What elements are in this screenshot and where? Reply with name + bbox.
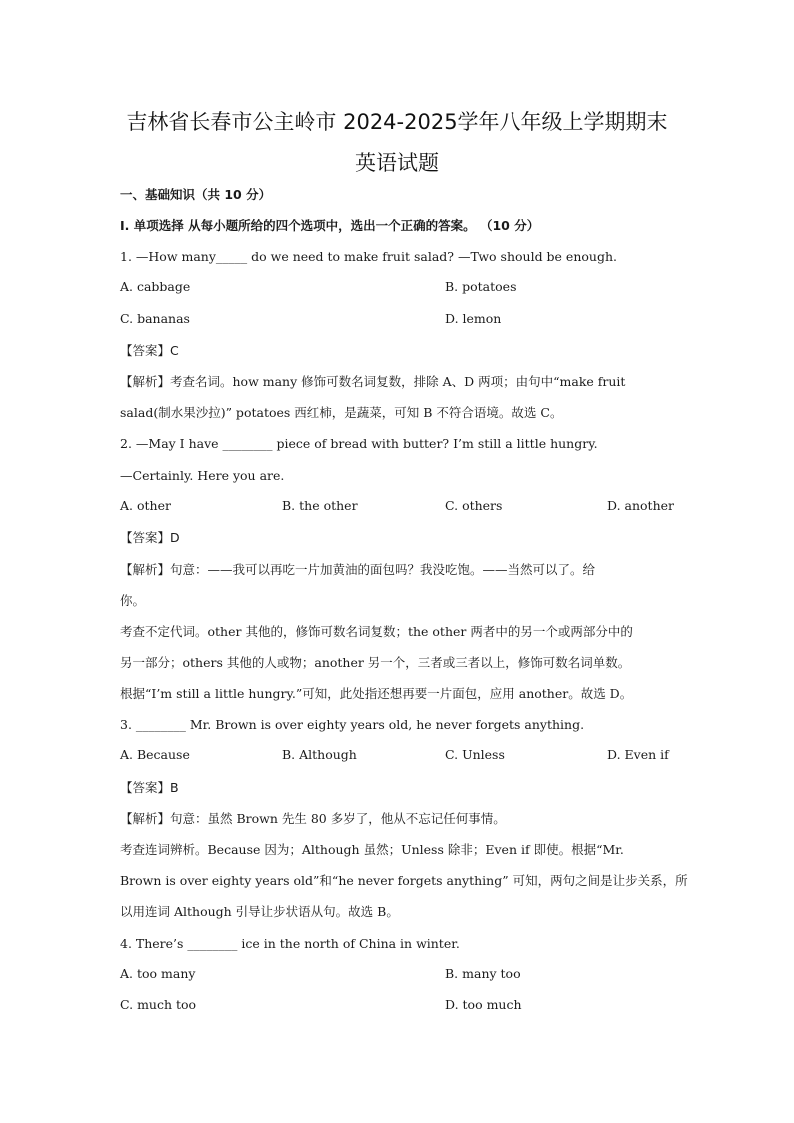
question-3-analysis-line: Brown is over eighty years old”和“he never forgets anything” 可知，两句之间是让步关系，所 <box>120 873 688 888</box>
question-1-option-b: B. potatoes <box>445 279 517 294</box>
question-2-analysis-line: 你。 <box>120 593 146 608</box>
question-3-analysis-line: 【解析】句意：虽然 Brown 先生 80 多岁了，他从不忘记任何事情。 <box>120 811 506 826</box>
question-1-option-a: A. cabbage <box>120 279 191 294</box>
question-2-analysis-line: 另一部分；others 其他的人或物；another 另一个，三者或三者以上，修饰可数名词单数。 <box>120 655 631 670</box>
question-3-option-c: C. Unless <box>445 747 505 762</box>
question-2-option-b: B. the other <box>282 498 358 513</box>
question-2-option-c: C. others <box>445 498 503 513</box>
question-1-analysis-line: 【解析】考查名词。how many 修饰可数名词复数，排除 A、D 两项；由句中“make fruit <box>120 374 626 389</box>
question-2-stem: 2. —May I have ________ piece of bread with butter? I’m still a little hungry. <box>120 436 598 451</box>
question-4-option-d: D. too much <box>445 997 522 1012</box>
question-2-analysis-line: 根据“I’m still a little hungry.”可知，此处指还想再要一片面包，应用 another。故选 D。 <box>120 686 633 701</box>
question-2-analysis-line: 考查不定代词。other 其他的，修饰可数名词复数；the other 两者中的另一个或两部分中的 <box>120 624 633 639</box>
document-title-line1: 吉林省长春市公主岭市 2024-2025学年八年级上学期期末 <box>126 110 668 134</box>
question-3-option-a: A. Because <box>120 747 190 762</box>
question-3-stem: 3. ________ Mr. Brown is over eighty years old, he never forgets anything. <box>120 717 585 732</box>
question-3-option-d: D. Even if <box>607 747 669 762</box>
question-3-analysis-line: 以用连词 Although 引导让步状语从句。故选 B。 <box>120 904 399 919</box>
question-2-answer: 【答案】D <box>120 530 180 545</box>
question-3-option-b: B. Although <box>282 747 357 762</box>
question-4-stem: 4. There’s ________ ice in the north of China in winter. <box>120 936 460 951</box>
document-title-line2: 英语试题 <box>355 151 439 175</box>
question-3-answer: 【答案】B <box>120 780 179 795</box>
question-1-stem: 1. —How many_____ do we need to make fruit salad? —Two should be enough. <box>120 249 617 264</box>
question-3-analysis-line: 考查连词辨析。Because 因为；Although 虽然；Unless 除非；Even if 即使。根据“Mr. <box>120 842 624 857</box>
question-2-analysis-line: 【解析】句意：——我可以再吃一片加黄油的面包吗？我没吃饱。——当然可以了。给 <box>120 562 596 577</box>
question-2-option-d: D. another <box>607 498 674 513</box>
section-heading: 一、基础知识（共 10 分） <box>120 187 272 202</box>
question-1-option-d: D. lemon <box>445 311 502 326</box>
part-heading: I. 单项选择 从每小题所给的四个选项中，选出一个正确的答案。 （10 分） <box>120 218 540 233</box>
question-1-answer: 【答案】C <box>120 343 179 358</box>
question-2-option-a: A. other <box>120 498 171 513</box>
question-2-stem-reply: —Certainly. Here you are. <box>120 468 285 483</box>
question-4-option-a: A. too many <box>120 966 196 981</box>
question-1-analysis-line: salad(制水果沙拉)” potatoes 西红柿，是蔬菜，可知 B 不符合语境。故选 C。 <box>120 405 563 420</box>
question-1-option-c: C. bananas <box>120 311 190 326</box>
question-4-option-c: C. much too <box>120 997 197 1012</box>
question-4-option-b: B. many too <box>445 966 521 981</box>
